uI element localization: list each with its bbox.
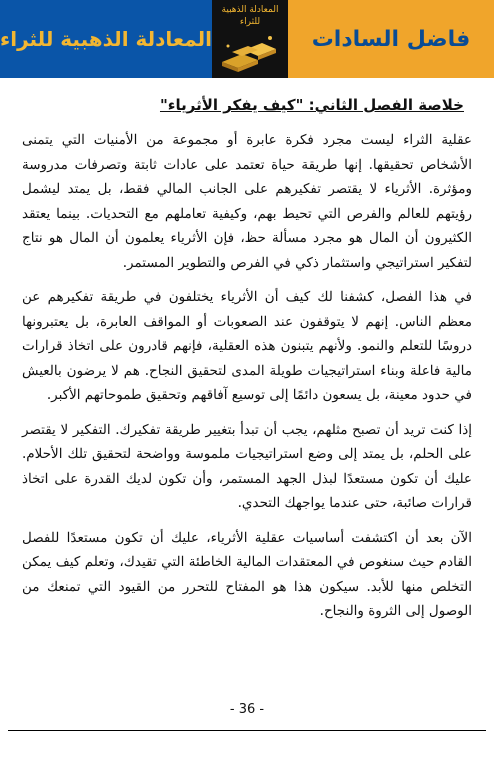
- gold-bars-icon: [218, 32, 282, 72]
- chapter-summary: [22, 88, 472, 634]
- chapter-title: خلاصة الفصل الثاني: "كيف يفكر الأثرياء": [159, 96, 464, 114]
- page-header: [0, 0, 494, 78]
- book-logo: [212, 0, 288, 78]
- paragraph: عقلية الثراء ليست مجرد فكرة عابرة أو مجموعة من الأمنيات التي يتمنى الأشخاص تحقيقها. إنها طريقة حياة تعتمد على عادات ثابتة وتصرفات مدروسة ومؤثرة. الأثرياء لا يقتصر تفكيرهم على الجانب المالي فقط، بل يمتد ليشمل رؤيتهم للعالم والفرص التي تحيط بهم، وكيفية تعاملهم مع التحديات. بينما يعتقد الكثيرون أن المال هو مجرد مسألة حظ، فإن الأثرياء يعلمون أن المال هو نتاج لتفكير استراتيجي واستثمار ذكي في الفرص والتطوير المستمر.: [22, 132, 472, 271]
- paragraph: الآن بعد أن اكتشفت أساسيات عقلية الأثرياء، عليك أن تكون مستعدًا للفصل القادم حيث سنغوص في المعتقدات المالية الخاطئة التي تقيدك، وتعلم كيف يمكن التخلص منها للأبد. سيكون هذا هو المفتاح للتحرر من القيود التي تمنعك من الوصول إلى الثروة والنجاح.: [22, 529, 472, 619]
- author-banner: [288, 0, 494, 78]
- page-number: - 36 -: [229, 702, 265, 717]
- book-title: المعادلة الذهبية للثراء: [0, 27, 212, 51]
- paragraph: في هذا الفصل، كشفنا لك كيف أن الأثرياء يختلفون في طريقة تفكيرهم عن معظم الناس. إنهم لا يتوقفون عند الصعوبات أو المواقف العابرة، بل يعتبرونها دروسًا للتعلم والنمو. ولأنهم يتبنون هذه العقلية، فإنهم قادرون على اتخاذ قرارات مالية فاعلة وبناء استراتيجيات طويلة المدى لتحقيق النجاح. هم لا يرضون بالعيش في حدود معينة، بل يسعون دائمًا إلى توسيع آفاقهم وتحقيق طموحاتهم الأكبر.: [22, 289, 472, 403]
- logo-text: المعادلة الذهبية للثراء: [221, 5, 279, 27]
- paragraph: إذا كنت تريد أن تصبح مثلهم، يجب أن تبدأ بتغيير طريقة تفكيرك. التفكير لا يقتصر على الحلم، بل يمتد إلى وضع استراتيجيات ملموسة وواضحة لتحقيق تلك الأحلام. عليك أن تكون مستعدًا لبذل الجهد المستمر، وأن تكون لديك القدرة على اتخاذ قرارات صائبة، حتى عندما يواجهك التحدي.: [22, 421, 472, 511]
- author-name: فاضل السادات: [311, 26, 471, 52]
- footer-divider: [8, 730, 486, 731]
- book-title-banner: [0, 0, 212, 78]
